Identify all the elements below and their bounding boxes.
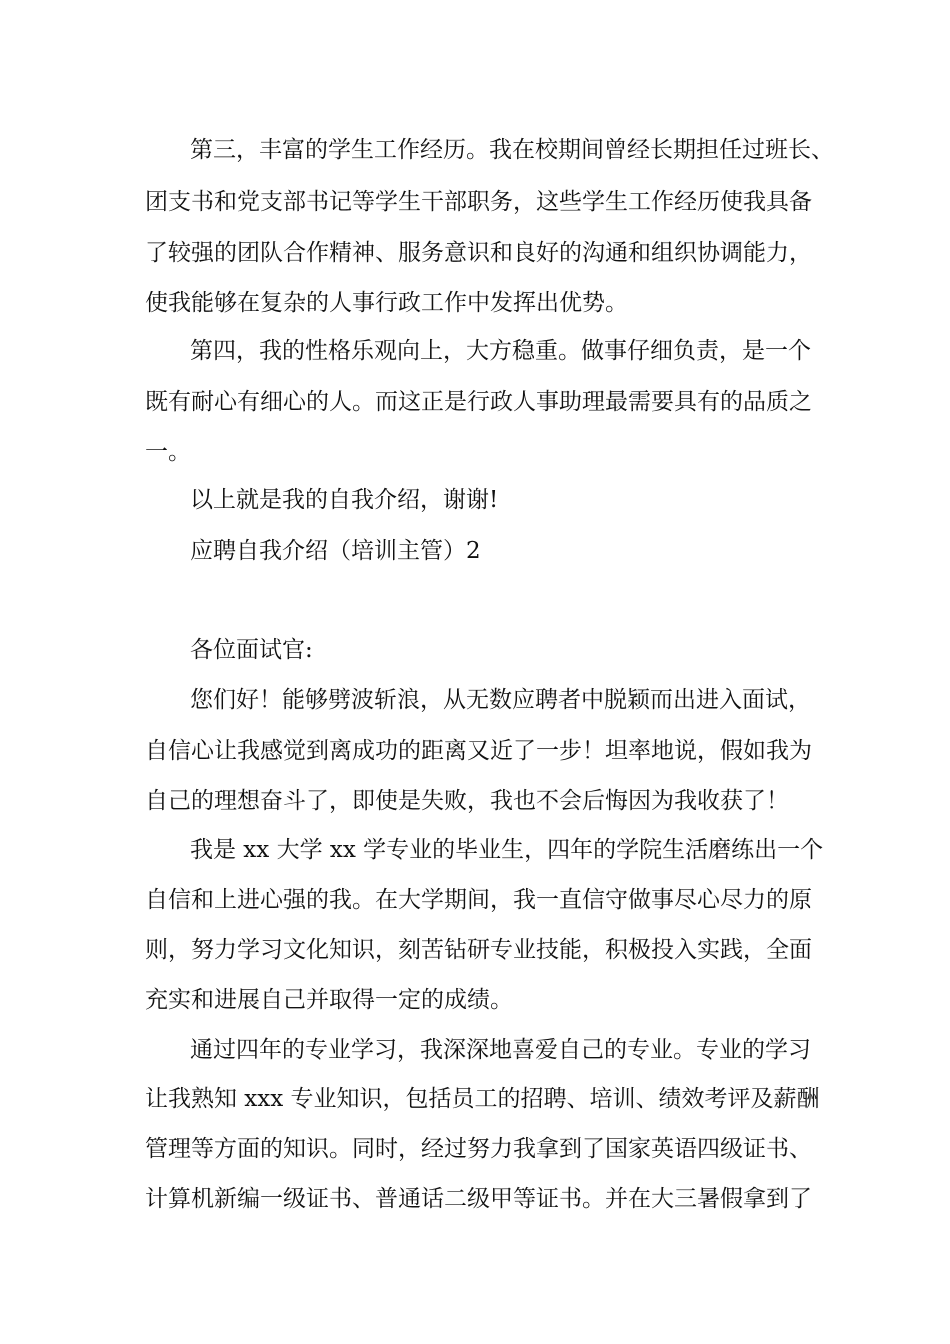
- paragraph-line: 让我熟知 xxx 专业知识，包括员工的招聘、培训、绩效考评及薪酬: [145, 1086, 820, 1112]
- paragraph-line: 计算机新编一级证书、普通话二级甲等证书。并在大三暑假拿到了: [145, 1186, 812, 1212]
- paragraph-line: 一。: [145, 439, 191, 465]
- paragraph-line: 第四，我的性格乐观向上，大方稳重。做事仔细负责，是一个: [190, 338, 811, 364]
- paragraph-line: 自信和上进心强的我。在大学期间，我一直信守做事尽心尽力的原: [145, 887, 812, 913]
- paragraph-line: 团支书和党支部书记等学生干部职务，这些学生工作经历使我具备: [145, 189, 812, 215]
- paragraph-line: 使我能够在复杂的人事行政工作中发挥出优势。: [145, 290, 628, 316]
- section-title: 应聘自我介绍（培训主管）2: [190, 538, 481, 564]
- paragraph-line: 我是 xx 大学 xx 学专业的毕业生，四年的学院生活磨练出一个: [190, 837, 824, 863]
- paragraph-line: 了较强的团队合作精神、服务意识和良好的沟通和组织协调能力，: [145, 240, 812, 266]
- paragraph-line: 则，努力学习文化知识，刻苦钻研专业技能，积极投入实践，全面: [145, 937, 812, 963]
- paragraph-line: 充实和进展自己并取得一定的成绩。: [145, 987, 513, 1013]
- paragraph-line: 通过四年的专业学习，我深深地喜爱自己的专业。专业的学习: [190, 1037, 811, 1063]
- salutation: 各位面试官:: [190, 637, 313, 663]
- paragraph-line: 您们好！能够劈波斩浪，从无数应聘者中脱颖而出进入面试，: [190, 687, 811, 713]
- closing-line: 以上就是我的自我介绍，谢谢!: [190, 487, 499, 513]
- paragraph-line: 自己的理想奋斗了，即使是失败，我也不会后悔因为我收获了！: [145, 788, 789, 814]
- paragraph-line: 第三，丰富的学生工作经历。我在校期间曾经长期担任过班长、: [190, 137, 834, 163]
- paragraph-line: 既有耐心有细心的人。而这正是行政人事助理最需要具有的品质之: [145, 389, 812, 415]
- paragraph-line: 管理等方面的知识。同时，经过努力我拿到了国家英语四级证书、: [145, 1136, 812, 1162]
- paragraph-line: 自信心让我感觉到离成功的距离又近了一步！坦率地说，假如我为: [145, 738, 812, 764]
